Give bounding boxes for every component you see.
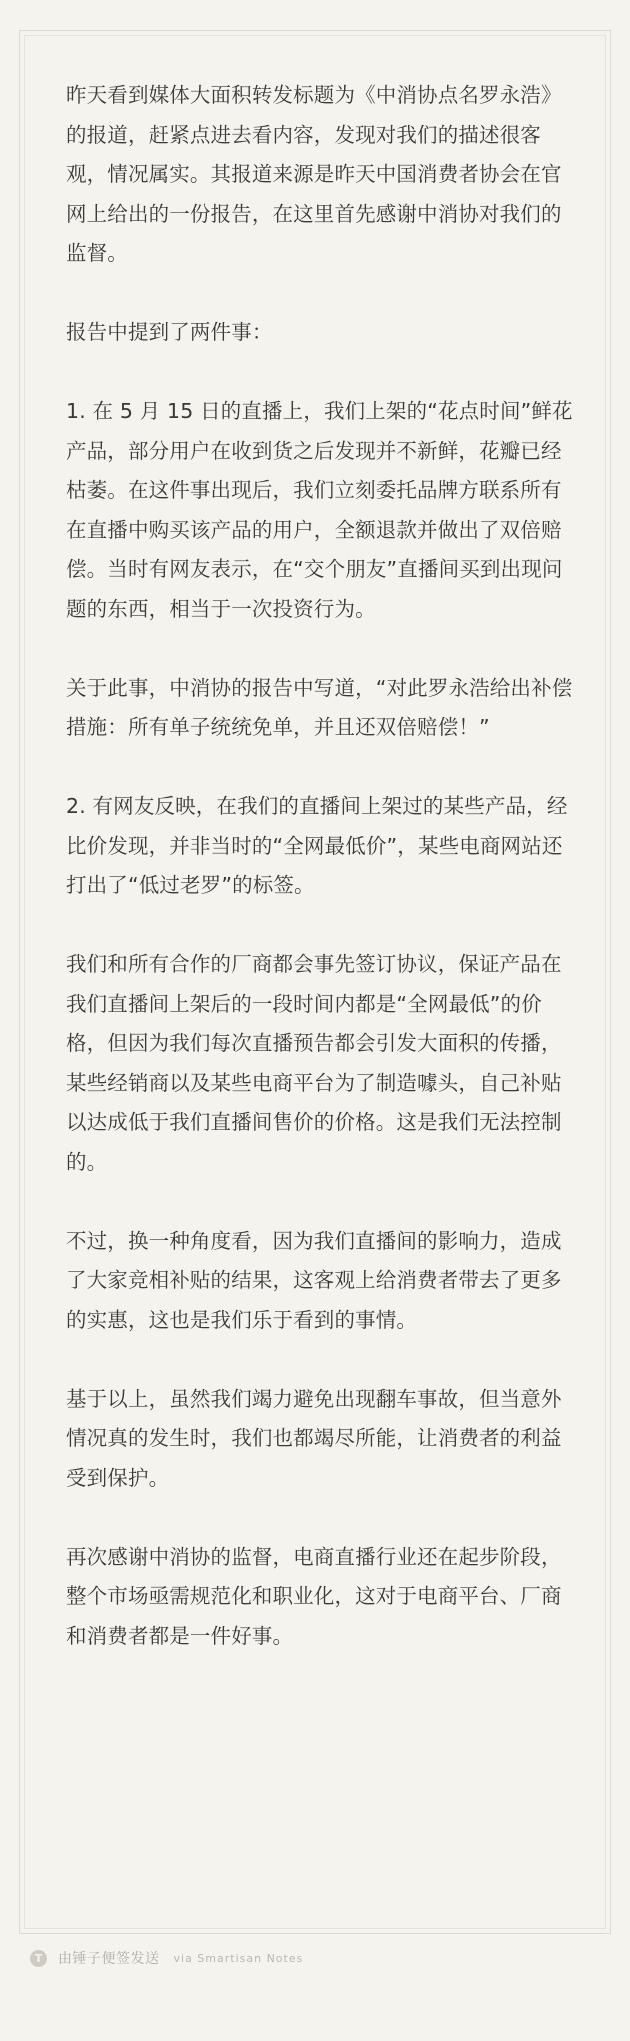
note-paragraph: 报告中提到了两件事： bbox=[66, 320, 273, 344]
footer-sent-from: 由锤子便签发送 bbox=[58, 1951, 160, 1967]
note-body bbox=[66, 76, 576, 1656]
note-paragraph: 关于此事，中消协的报告中写道，“对此罗永浩给出补偿措施：所有单子统统免单，并且还双倍赔偿！” bbox=[66, 675, 573, 739]
note-paragraph: 再次感谢中消协的监督，电商直播行业还在起步阶段，整个市场亟需规范化和职业化，这对于电商平台、厂商和消费者都是一件好事。 bbox=[66, 1544, 562, 1648]
note-paragraph: 不过，换一种角度看，因为我们直播间的影响力，造成了大家竞相补贴的结果，这客观上给消费者带去了更多的实惠，这也是我们乐于看到的事情。 bbox=[66, 1228, 562, 1332]
footer bbox=[30, 1944, 303, 1972]
note-paragraph: 2. 有网友反映，在我们的直播间上架过的某些产品，经比价发现，并非当时的“全网最低价”，某些电商网站还打出了“低过老罗”的标签。 bbox=[66, 794, 568, 897]
note-paragraph: 1. 在 5 月 15 日的直播上，我们上架的“花点时间”鲜花产品，部分用户在收到货之后发现并不新鲜，花瓣已经枯萎。在这件事出现后，我们立刻委托品牌方联系所有在直播中购买该产品的用户，全额退款并做出了双倍赔偿。当时有网友表示，在“交个朋友”直播间买到出现问题的东西，相当于一次投资行为。 bbox=[66, 399, 573, 621]
smartisan-logo-icon: T bbox=[30, 1950, 47, 1967]
note-paragraph: 昨天看到媒体大面积转发标题为《中消协点名罗永浩》的报道，赶紧点进去看内容，发现对我们的描述很客观，情况属实。其报道来源是昨天中国消费者协会在官网上给出的一份报告，在这里首先感谢中消协对我们的监督。 bbox=[66, 83, 562, 265]
note-paragraph: 基于以上，虽然我们竭力避免出现翻车事故，但当意外情况真的发生时，我们也都竭尽所能，让消费者的利益受到保护。 bbox=[66, 1386, 562, 1490]
footer-via: via Smartisan Notes bbox=[173, 1951, 304, 1965]
note-paragraph: 我们和所有合作的厂商都会事先签订协议，保证产品在我们直播间上架后的一段时间内都是“全网最低”的价格，但因为我们每次直播预告都会引发大面积的传播，某些经销商以及某些电商平台为了制造噱头，自己补贴以达成低于我们直播间售价的价格。这是我们无法控制的。 bbox=[66, 952, 562, 1174]
